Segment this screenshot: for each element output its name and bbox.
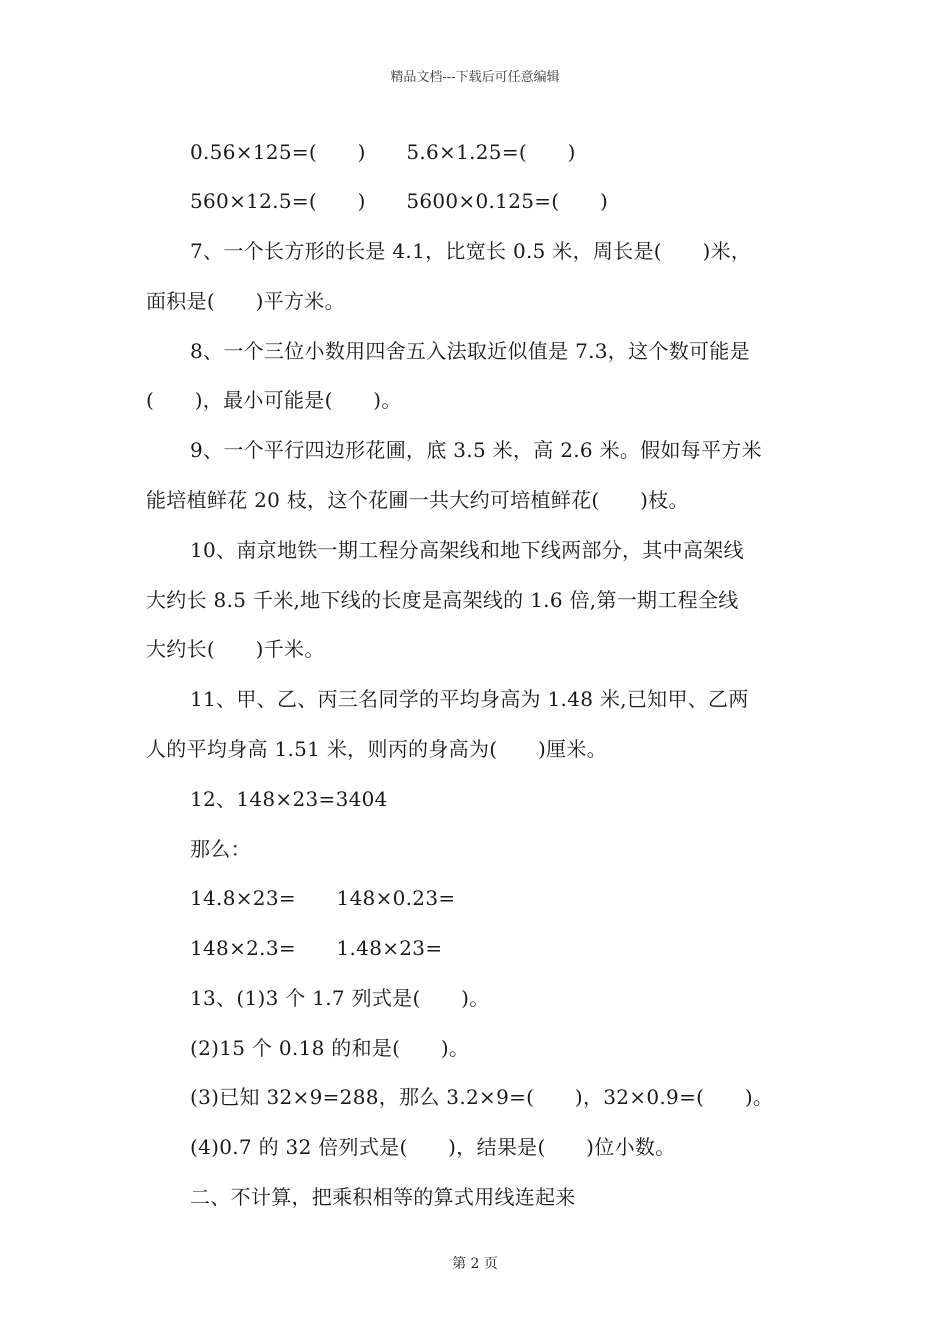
text-line: 大约长 8.5 千米,地下线的长度是高架线的 1.6 倍,第一期工程全线: [146, 588, 739, 612]
text-line: 那么：: [190, 837, 251, 861]
text-line: 大约长( )千米。: [146, 637, 325, 661]
page-header: 精品文档---下载后可任意编辑: [390, 70, 560, 85]
text-line: 7、一个长方形的长是 4.1，比宽长 0.5 米，周长是( )米，: [190, 239, 752, 263]
text-line: 9、一个平行四边形花圃，底 3.5 米，高 2.6 米。假如每平方米: [190, 438, 762, 462]
text-line: 10、南京地铁一期工程分高架线和地下线两部分，其中高架线: [190, 538, 744, 562]
text-line: 148×2.3= 1.48×23=: [190, 936, 443, 960]
text-line: 人的平均身高 1.51 米，则丙的身高为( )厘米。: [146, 737, 607, 761]
text-line: (4)0.7 的 32 倍列式是( )，结果是( )位小数。: [190, 1135, 676, 1159]
text-line: 11、甲、乙、丙三名同学的平均身高为 1.48 米,已知甲、乙两: [190, 687, 749, 711]
text-line: 8、一个三位小数用四舍五入法取近似值是 7.3，这个数可能是: [190, 339, 750, 363]
text-line: 能培植鲜花 20 枝，这个花圃一共大约可培植鲜花( )枝。: [146, 488, 689, 512]
text-line: 13、(1)3 个 1.7 列式是( )。: [190, 986, 490, 1010]
text-line: 560×12.5=( ) 5600×0.125=( ): [190, 189, 609, 213]
text-line: 0.56×125=( ) 5.6×1.25=( ): [190, 140, 576, 164]
page-number: 第 2 页: [452, 1256, 498, 1272]
text-line: (2)15 个 0.18 的和是( )。: [190, 1036, 470, 1060]
text-line: ( )，最小可能是( )。: [146, 388, 402, 412]
text-line: 14.8×23= 148×0.23=: [190, 886, 456, 910]
text-line: 12、148×23=3404: [190, 787, 388, 811]
text-line: 面积是( )平方米。: [146, 289, 345, 313]
text-line: (3)已知 32×9=288，那么 3.2×9=( )，32×0.9=( )。: [190, 1085, 774, 1109]
section-heading: 二、不计算，把乘积相等的算式用线连起来: [190, 1185, 576, 1209]
